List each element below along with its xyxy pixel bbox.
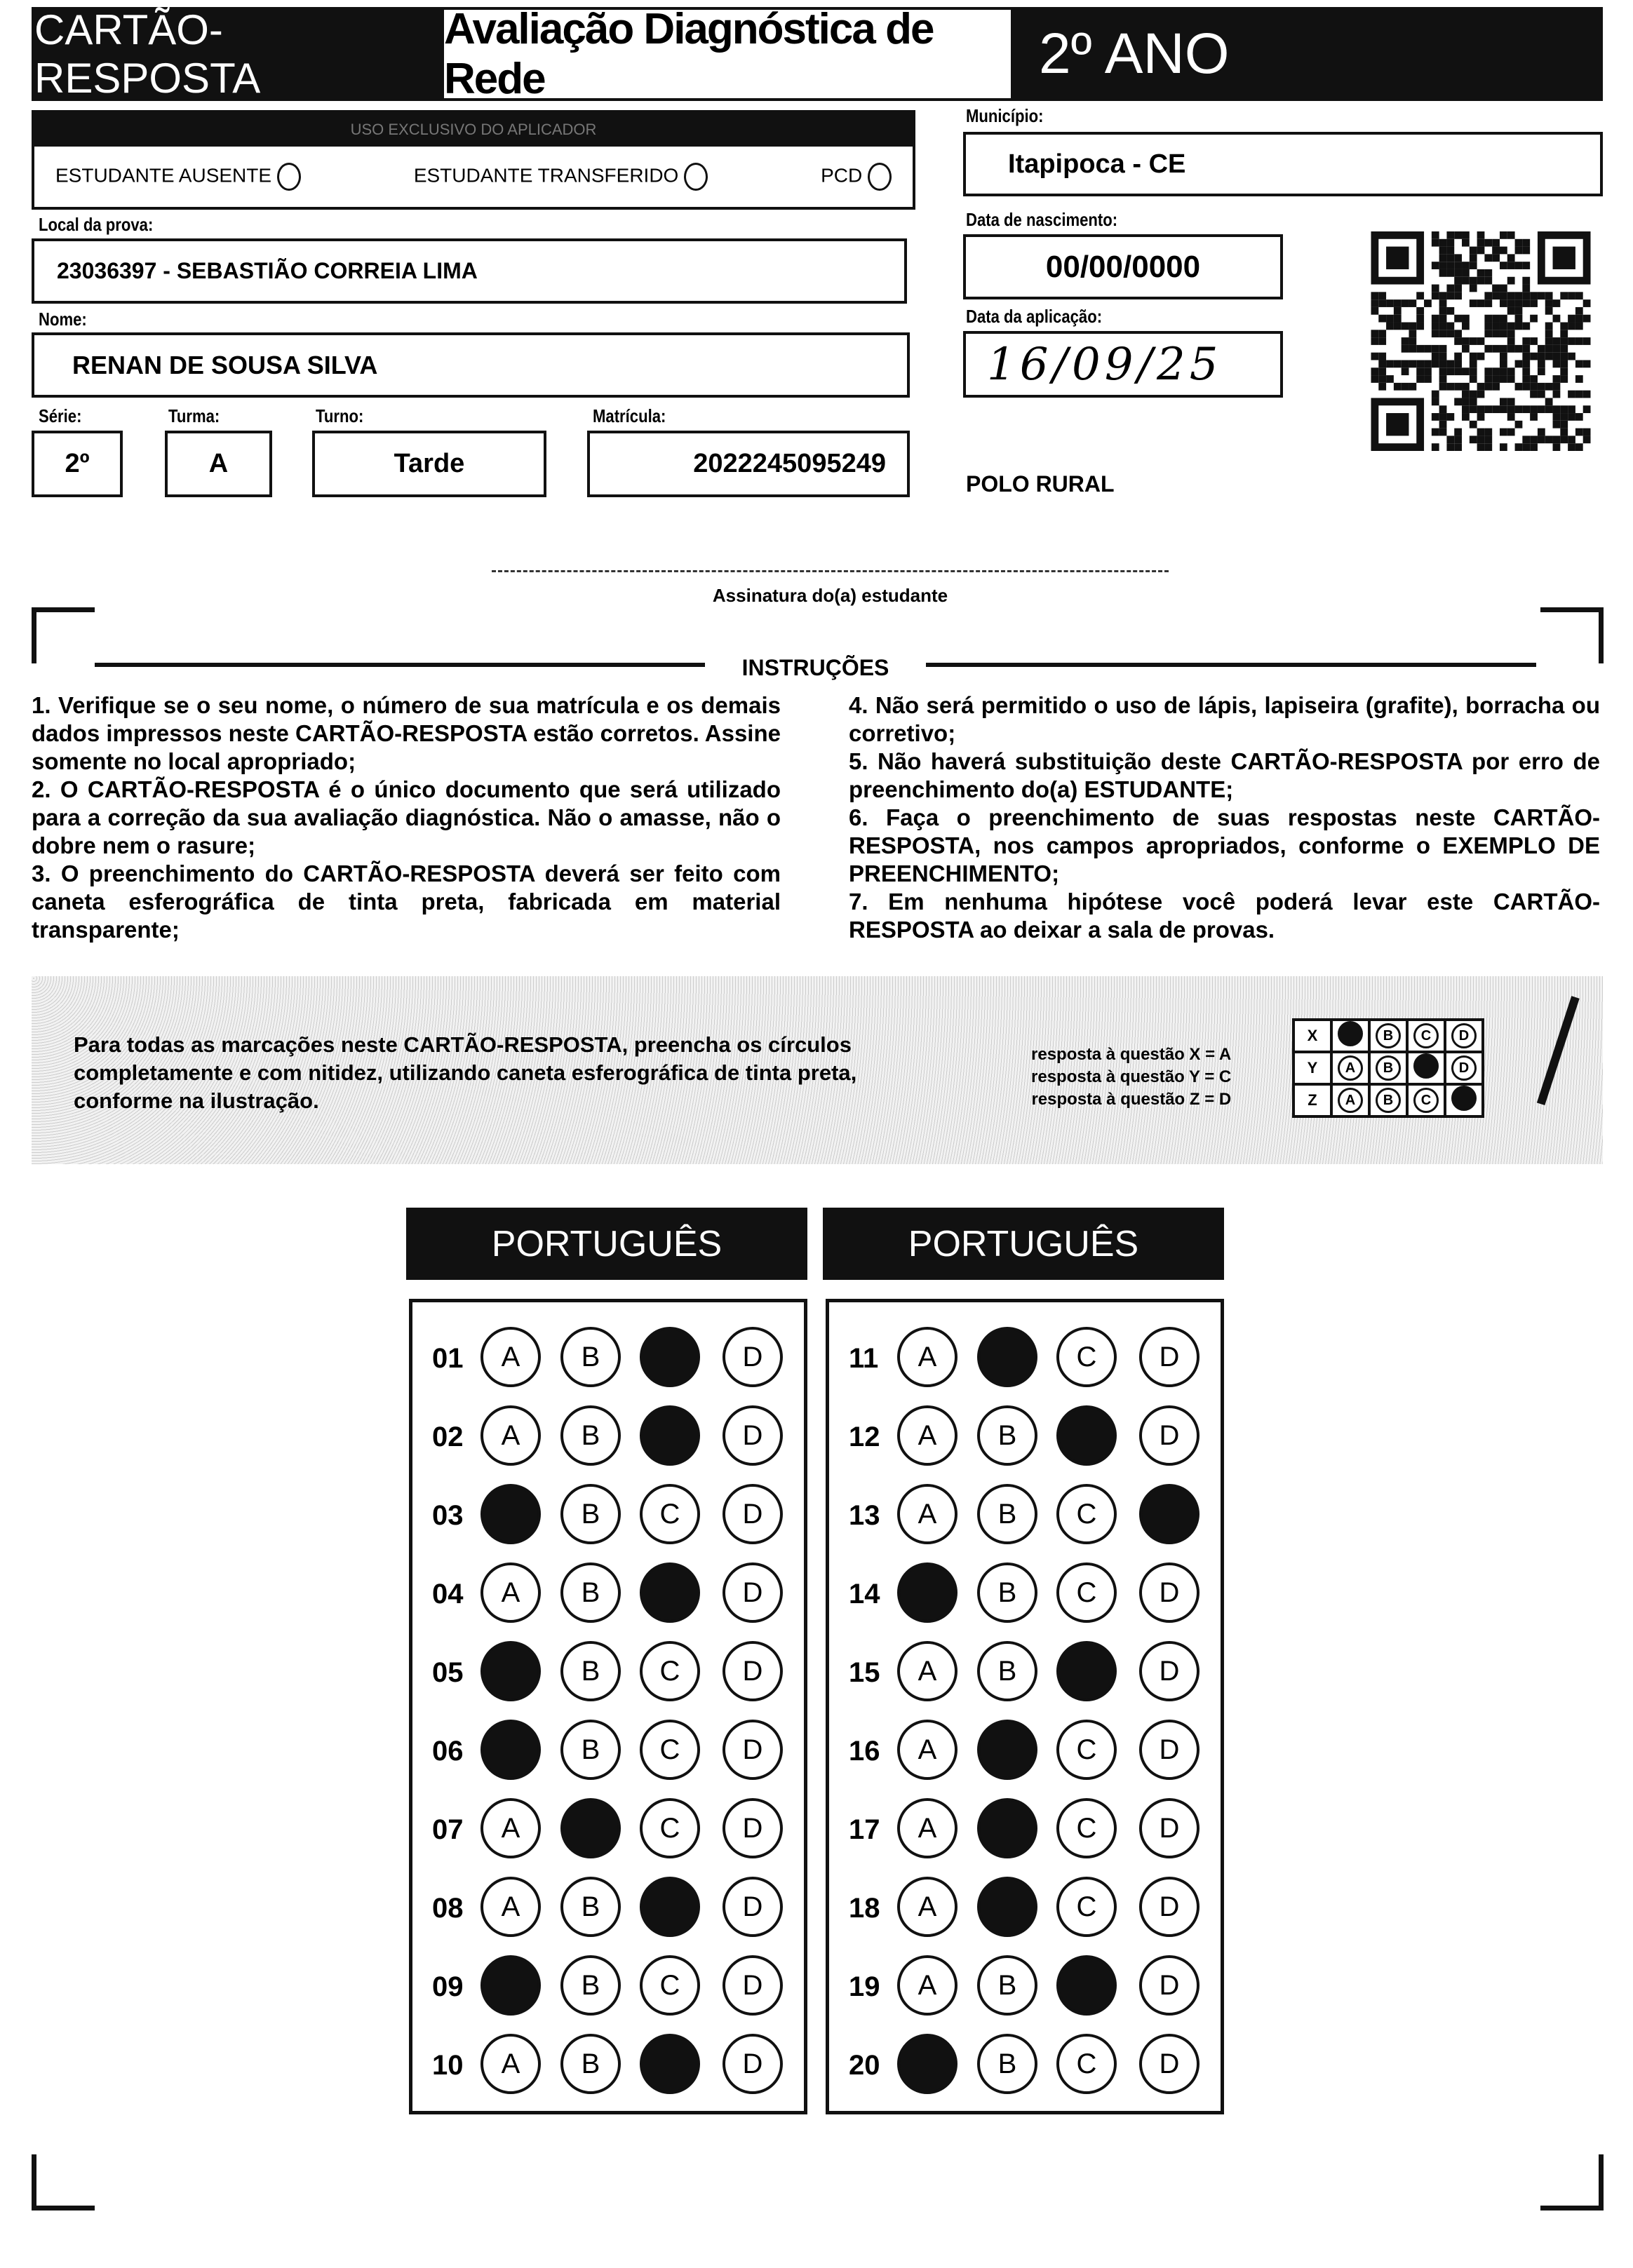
applicator-banner: USO EXCLUSIVO DO APLICADOR xyxy=(34,113,913,147)
answer-bubble-b[interactable] xyxy=(560,1798,621,1858)
option-letter: A xyxy=(918,1734,937,1765)
option-letter: B xyxy=(581,1419,600,1451)
option-letter: B xyxy=(581,1498,600,1530)
answer-bubble-a[interactable] xyxy=(481,1405,541,1466)
option-letter: D xyxy=(1159,1891,1180,1922)
application-date-field[interactable]: 16/09/25 xyxy=(963,331,1283,398)
serie-label: Série: xyxy=(39,405,82,426)
instruction-item: 3. O preenchimento do CARTÃO-RESPOSTA deverá ser feito com caneta esferográfica de tinta preta, fabricada em material transparente; xyxy=(32,860,781,943)
question-number: 13 xyxy=(849,1500,880,1531)
option-letter: B xyxy=(581,1655,600,1687)
option-letter: D xyxy=(1159,1812,1180,1844)
answer-bubble-a[interactable] xyxy=(481,1955,541,2016)
instruction-item: 1. Verifique se o seu nome, o número de sua matrícula e os demais dados impressos neste CARTÃO-RESPOSTA estão corretos. Assine somente no local apropriado; xyxy=(32,692,781,774)
signature-label: Assinatura do(a) estudante xyxy=(712,585,948,606)
answer-bubble-d[interactable] xyxy=(1139,1327,1199,1387)
example-bubble: A xyxy=(1338,1055,1363,1081)
answer-bubble-a[interactable] xyxy=(481,1720,541,1780)
option-letter: C xyxy=(1076,1577,1097,1608)
instruction-item: 7. Em nenhuma hipótese você poderá levar este CARTÃO-RESPOSTA ao deixar a sala de provas. xyxy=(849,889,1600,943)
radio-icon xyxy=(868,163,892,191)
question-number: 04 xyxy=(432,1579,464,1609)
question-number: 05 xyxy=(432,1657,464,1688)
answer-bubble-c[interactable] xyxy=(640,1405,700,1466)
answer-bubble-a[interactable] xyxy=(897,1641,957,1701)
question-row xyxy=(829,1872,1221,1942)
option-letter: A xyxy=(918,1419,937,1451)
example-bubble xyxy=(1451,1086,1477,1111)
answer-bubble-c[interactable] xyxy=(640,1798,700,1858)
question-row xyxy=(829,1479,1221,1549)
instructions-right xyxy=(849,691,1600,944)
divider xyxy=(926,663,1536,667)
option-letter: A xyxy=(501,1341,520,1372)
answer-bubble-b[interactable] xyxy=(560,1484,621,1544)
question-row xyxy=(412,1479,804,1549)
question-row xyxy=(829,1793,1221,1863)
answer-bubble-a[interactable] xyxy=(481,1562,541,1623)
answer-bubble-d[interactable] xyxy=(1139,1562,1199,1623)
answer-bubble-a[interactable] xyxy=(897,1720,957,1780)
option-letter: A xyxy=(501,1577,520,1608)
option-letter: C xyxy=(1076,1498,1097,1530)
option-letter: B xyxy=(581,1969,600,2001)
answer-bubble-a[interactable] xyxy=(481,1877,541,1937)
answer-bubble-a[interactable] xyxy=(481,1484,541,1544)
example-text: Para todas as marcações neste CARTÃO-RESPOSTA, preencha os círculos completamente e com nitidez, utilizando caneta esferográfica de tinta preta, conforme na ilustração. xyxy=(74,1032,857,1113)
option-letter: B xyxy=(581,1577,600,1608)
option-letter: B xyxy=(581,2048,600,2079)
question-number: 02 xyxy=(432,1422,464,1452)
answer-bubble-d[interactable] xyxy=(723,1562,783,1623)
option-letter: A xyxy=(501,1891,520,1922)
answer-bubble-a[interactable] xyxy=(897,1877,957,1937)
matricula-label: Matrícula: xyxy=(593,405,666,426)
question-row xyxy=(412,1558,804,1628)
answer-bubble-a[interactable] xyxy=(481,1327,541,1387)
name-label: Nome: xyxy=(39,309,87,330)
absent-option[interactable]: ESTUDANTE AUSENTE xyxy=(55,163,301,191)
option-letter: B xyxy=(997,1498,1017,1530)
option-letter: C xyxy=(1076,2048,1097,2079)
answer-bubble-b[interactable] xyxy=(977,1327,1037,1387)
answer-bubble-b[interactable] xyxy=(977,1720,1037,1780)
option-letter: B xyxy=(581,1734,600,1765)
answer-bubble-b[interactable] xyxy=(560,1562,621,1623)
grade: 2º ANO xyxy=(1011,10,1600,98)
question-number: 14 xyxy=(849,1579,880,1609)
option-letter: D xyxy=(742,1341,763,1372)
example-bubble: B xyxy=(1376,1023,1401,1048)
option-letter: B xyxy=(997,1655,1017,1687)
option-letter: C xyxy=(1076,1341,1097,1372)
option-letter: D xyxy=(742,1812,763,1844)
option-letter: D xyxy=(1159,1341,1180,1372)
example-legend xyxy=(1031,1044,1231,1111)
answer-bubble-b[interactable] xyxy=(977,1484,1037,1544)
answer-bubble-b[interactable] xyxy=(560,1955,621,2016)
card-title: CARTÃO-RESPOSTA xyxy=(34,10,444,98)
radio-icon xyxy=(277,163,301,191)
answer-bubble-d[interactable] xyxy=(723,2034,783,2094)
question-row xyxy=(829,1636,1221,1706)
answer-bubble-d[interactable] xyxy=(723,1877,783,1937)
option-letter: C xyxy=(659,1655,680,1687)
answer-bubble-c[interactable] xyxy=(640,2034,700,2094)
instructions-left xyxy=(32,691,781,944)
question-row xyxy=(412,1872,804,1942)
name-field: RENAN DE SOUSA SILVA xyxy=(32,332,910,398)
answer-bubble-a[interactable] xyxy=(481,2034,541,2094)
answer-bubble-a[interactable] xyxy=(481,1798,541,1858)
legend-line: resposta à questão Y = C xyxy=(1031,1067,1232,1086)
example-band xyxy=(32,976,1603,1164)
turno-label: Turno: xyxy=(316,405,364,426)
answer-bubble-d[interactable] xyxy=(1139,1798,1199,1858)
option-letter: C xyxy=(659,1812,680,1844)
option-letter: D xyxy=(1159,1734,1180,1765)
question-number: 12 xyxy=(849,1422,880,1452)
turma-field: A xyxy=(165,431,272,497)
question-row xyxy=(412,1636,804,1706)
option-letter: C xyxy=(1076,1891,1097,1922)
question-number: 11 xyxy=(849,1343,879,1374)
answer-bubble-b[interactable] xyxy=(977,1405,1037,1466)
option-letter: A xyxy=(918,1341,937,1372)
instructions-title: INSTRUÇÕES xyxy=(741,655,889,680)
answer-bubble-c[interactable] xyxy=(640,1484,700,1544)
answer-bubble-d[interactable] xyxy=(723,1327,783,1387)
question-row xyxy=(829,1322,1221,1392)
option-letter: A xyxy=(501,2048,520,2079)
option-letter: B xyxy=(997,1419,1017,1451)
answer-bubble-a[interactable] xyxy=(897,2034,957,2094)
question-number: 20 xyxy=(849,2050,880,2081)
option-letter: D xyxy=(1159,2048,1180,2079)
answer-bubble-a[interactable] xyxy=(897,1327,957,1387)
example-bubble: D xyxy=(1451,1023,1477,1048)
option-letter: A xyxy=(918,1969,937,2001)
answer-bubble-d[interactable] xyxy=(1139,1877,1199,1937)
question-row xyxy=(412,1950,804,2020)
question-number: 18 xyxy=(849,1893,880,1924)
answer-bubble-d[interactable] xyxy=(1139,1720,1199,1780)
qr-code xyxy=(1368,231,1594,451)
local-label: Local da prova: xyxy=(39,214,154,235)
header xyxy=(32,7,1603,101)
municipio-label: Município: xyxy=(966,105,1044,126)
hand-pen-icon xyxy=(1537,996,1580,1105)
answer-bubble-b[interactable] xyxy=(560,1720,621,1780)
answer-bubble-c[interactable] xyxy=(1056,1955,1117,2016)
answer-bubble-d[interactable] xyxy=(723,1798,783,1858)
question-row xyxy=(412,1400,804,1471)
example-bubble: B xyxy=(1376,1088,1401,1113)
option-letter: D xyxy=(742,1891,763,1922)
serie-field: 2º xyxy=(32,431,123,497)
answer-bubble-c[interactable] xyxy=(640,1641,700,1701)
example-question: Y xyxy=(1293,1052,1331,1084)
answer-bubble-a[interactable] xyxy=(897,1955,957,2016)
legend-line: resposta à questão X = A xyxy=(1031,1045,1232,1064)
option-letter: B xyxy=(997,2048,1017,2079)
answer-bubble-d[interactable] xyxy=(723,1484,783,1544)
option-letter: C xyxy=(659,1734,680,1765)
option-letter: B xyxy=(581,1341,600,1372)
option-letter: A xyxy=(918,1655,937,1687)
answer-bubble-b[interactable] xyxy=(560,2034,621,2094)
answer-bubble-b[interactable] xyxy=(560,1327,621,1387)
example-bubble xyxy=(1413,1053,1439,1079)
birth-field: 00/00/0000 xyxy=(963,234,1283,299)
example-question: X xyxy=(1293,1020,1331,1052)
answer-bubble-d[interactable] xyxy=(723,1641,783,1701)
answer-bubble-c[interactable] xyxy=(1056,2034,1117,2094)
example-bubble: A xyxy=(1338,1088,1363,1113)
answer-bubble-c[interactable] xyxy=(1056,1405,1117,1466)
example-bubble: C xyxy=(1413,1023,1439,1048)
option-letter: D xyxy=(1159,1419,1180,1451)
instruction-item: 4. Não será permitido o uso de lápis, lapiseira (grafite), borracha ou corretivo; xyxy=(849,692,1600,746)
question-number: 10 xyxy=(432,2050,464,2081)
answer-bubble-d[interactable] xyxy=(723,1720,783,1780)
application-date-label: Data da aplicação: xyxy=(966,306,1103,327)
question-number: 08 xyxy=(432,1893,464,1924)
answer-bubble-d[interactable] xyxy=(1139,1955,1199,2016)
example-bubble xyxy=(1338,1021,1363,1046)
answer-bubble-c[interactable] xyxy=(640,1877,700,1937)
question-number: 07 xyxy=(432,1814,464,1845)
corner-mark xyxy=(1540,607,1604,663)
option-letter: C xyxy=(1076,1812,1097,1844)
applicator-box xyxy=(32,110,915,210)
answer-bubble-c[interactable] xyxy=(1056,1720,1117,1780)
answer-bubble-b[interactable] xyxy=(560,1405,621,1466)
example-question: Z xyxy=(1293,1084,1331,1116)
option-letter: D xyxy=(1159,1577,1180,1608)
question-number: 03 xyxy=(432,1500,464,1531)
question-row xyxy=(412,1793,804,1863)
signature-line[interactable] xyxy=(492,570,1169,572)
example-bubble: C xyxy=(1413,1088,1439,1113)
answer-bubble-a[interactable] xyxy=(897,1405,957,1466)
answer-bubble-d[interactable] xyxy=(1139,2034,1199,2094)
corner-mark xyxy=(1540,2154,1604,2210)
answer-bubble-d[interactable] xyxy=(1139,1484,1199,1544)
radio-icon xyxy=(684,163,708,191)
option-letter: D xyxy=(1159,1655,1180,1687)
question-number: 06 xyxy=(432,1736,464,1767)
question-number: 09 xyxy=(432,1971,464,2002)
option-letter: C xyxy=(659,1969,680,2001)
option-letter: A xyxy=(918,1812,937,1844)
option-letter: A xyxy=(918,1498,937,1530)
option-letter: D xyxy=(742,2048,763,2079)
pcd-option[interactable]: PCD xyxy=(821,163,892,191)
answer-bubble-c[interactable] xyxy=(1056,1641,1117,1701)
answer-grid xyxy=(409,1299,807,2114)
question-row xyxy=(829,1950,1221,2020)
option-letter: D xyxy=(742,1419,763,1451)
question-row xyxy=(829,1715,1221,1785)
answer-bubble-d[interactable] xyxy=(723,1955,783,2016)
answer-bubble-d[interactable] xyxy=(1139,1641,1199,1701)
legend-line: resposta à questão Z = D xyxy=(1031,1090,1232,1109)
option-letter: D xyxy=(1159,1969,1180,2001)
matricula-field: 2022245095249 xyxy=(587,431,910,497)
option-letter: D xyxy=(742,1655,763,1687)
answer-bubble-b[interactable] xyxy=(977,1955,1037,2016)
question-row xyxy=(829,1400,1221,1471)
answer-bubble-c[interactable] xyxy=(1056,1562,1117,1623)
birth-label: Data de nascimento: xyxy=(966,209,1118,230)
option-letter: C xyxy=(659,1498,680,1530)
option-letter: C xyxy=(1076,1734,1097,1765)
answer-bubble-b[interactable] xyxy=(560,1641,621,1701)
answer-bubble-c[interactable] xyxy=(1056,1798,1117,1858)
question-row xyxy=(829,1558,1221,1628)
corner-mark xyxy=(32,607,95,663)
instruction-item: 2. O CARTÃO-RESPOSTA é o único documento que será utilizado para a correção da sua avaliação diagnóstica. Não o amasse, não o dobre nem o rasure; xyxy=(32,776,781,858)
answer-bubble-b[interactable] xyxy=(977,1562,1037,1623)
instruction-item: 6. Faça o preenchimento de suas respostas neste CARTÃO-RESPOSTA, nos campos apropriados, conforme o EXEMPLO DE PREENCHIMENTO; xyxy=(849,804,1600,886)
answer-bubble-a[interactable] xyxy=(897,1798,957,1858)
option-letter: D xyxy=(742,1734,763,1765)
question-number: 16 xyxy=(849,1736,880,1767)
option-letter: D xyxy=(742,1969,763,2001)
question-number: 01 xyxy=(432,1343,464,1374)
option-letter: D xyxy=(742,1498,763,1530)
answer-bubble-c[interactable] xyxy=(640,1720,700,1780)
answer-bubble-b[interactable] xyxy=(977,1877,1037,1937)
corner-mark xyxy=(32,2154,95,2210)
answer-bubble-b[interactable] xyxy=(560,1877,621,1937)
subject-header: PORTUGUÊS xyxy=(406,1208,807,1280)
option-letter: A xyxy=(501,1419,520,1451)
answer-bubble-c[interactable] xyxy=(1056,1484,1117,1544)
question-number: 15 xyxy=(849,1657,880,1688)
exam-title: Avaliação Diagnóstica de Rede xyxy=(444,5,934,103)
answer-bubble-c[interactable] xyxy=(1056,1877,1117,1937)
option-letter: A xyxy=(918,1891,937,1922)
question-row xyxy=(412,1322,804,1392)
option-letter: B xyxy=(997,1577,1017,1608)
option-letter: B xyxy=(997,1969,1017,2001)
question-row xyxy=(829,2029,1221,2099)
turma-label: Turma: xyxy=(168,405,220,426)
answer-bubble-a[interactable] xyxy=(897,1484,957,1544)
instruction-item: 5. Não haverá substituição deste CARTÃO-RESPOSTA por erro de preenchimento do(a) ESTUDANTE; xyxy=(849,748,1600,802)
answer-bubble-d[interactable] xyxy=(1139,1405,1199,1466)
answer-bubble-b[interactable] xyxy=(977,1798,1037,1858)
municipio-field: Itapipoca - CE xyxy=(963,132,1603,196)
answer-bubble-d[interactable] xyxy=(723,1405,783,1466)
local-field: 23036397 - SEBASTIÃO CORREIA LIMA xyxy=(32,238,907,304)
answer-bubble-c[interactable] xyxy=(640,1955,700,2016)
question-number: 17 xyxy=(849,1814,880,1845)
question-row xyxy=(412,1715,804,1785)
answer-bubble-b[interactable] xyxy=(977,2034,1037,2094)
option-letter: D xyxy=(742,1577,763,1608)
answer-bubble-b[interactable] xyxy=(977,1641,1037,1701)
divider xyxy=(95,663,705,667)
example-table xyxy=(1292,1018,1484,1118)
answer-bubble-c[interactable] xyxy=(640,1327,700,1387)
subject-header: PORTUGUÊS xyxy=(823,1208,1224,1280)
option-letter: A xyxy=(501,1812,520,1844)
transferred-option[interactable]: ESTUDANTE TRANSFERIDO xyxy=(414,163,708,191)
answer-bubble-a[interactable] xyxy=(897,1562,957,1623)
option-letter: B xyxy=(581,1891,600,1922)
answer-bubble-c[interactable] xyxy=(640,1562,700,1623)
answer-bubble-a[interactable] xyxy=(481,1641,541,1701)
answer-bubble-c[interactable] xyxy=(1056,1327,1117,1387)
example-bubble: B xyxy=(1376,1055,1401,1081)
polo: POLO RURAL xyxy=(966,471,1115,497)
answer-grid xyxy=(826,1299,1224,2114)
turno-field: Tarde xyxy=(312,431,546,497)
question-row xyxy=(412,2029,804,2099)
example-bubble: D xyxy=(1451,1055,1477,1081)
question-number: 19 xyxy=(849,1971,880,2002)
